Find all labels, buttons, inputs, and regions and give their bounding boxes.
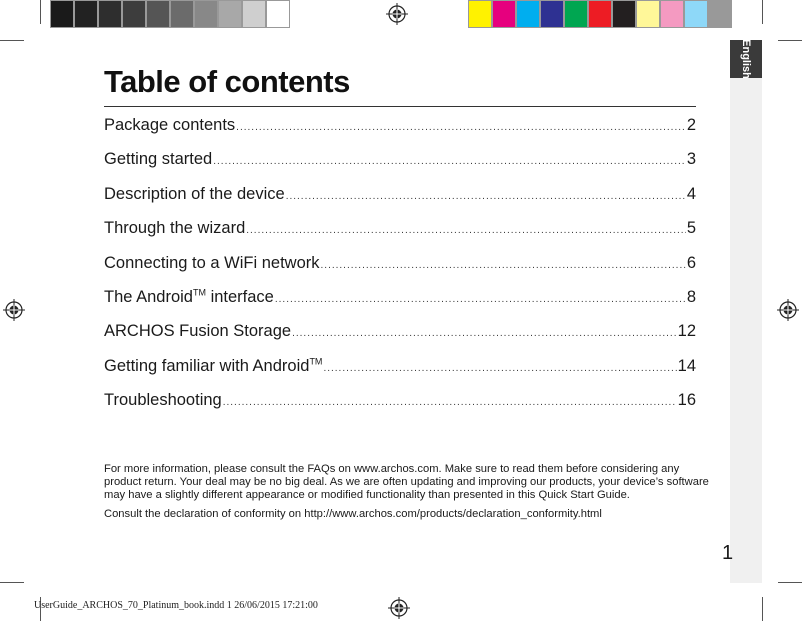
conformity-note: Consult the declaration of conformity on http://www.archos.com/products/declaration_conformity.html: [104, 508, 602, 520]
color-swatch: [194, 0, 218, 28]
color-swatch: [636, 0, 660, 28]
toc-entry-label: Package contents: [104, 116, 236, 134]
toc-entry-page: 8: [686, 287, 696, 306]
color-swatch: [492, 0, 516, 28]
dot-leader: [236, 122, 686, 133]
color-swatch: [660, 0, 684, 28]
page-number: 1: [722, 542, 734, 564]
dot-leader: [223, 397, 677, 408]
crop-mark: [778, 40, 802, 41]
trademark-mark: TM: [309, 356, 323, 367]
color-swatch: [540, 0, 564, 28]
toc-entry-label: Description of the device: [104, 184, 285, 203]
color-swatch: [684, 0, 708, 28]
color-swatch: [468, 0, 492, 28]
color-swatch: [98, 0, 122, 28]
toc-entry[interactable]: [104, 357, 696, 391]
registration-mark-icon: [777, 299, 799, 321]
print-footer: UserGuide_ARCHOS_70_Platinum_book.indd 1 26/06/2015 17:21:00: [34, 600, 318, 611]
toc-entry-page: 3: [686, 150, 696, 169]
dot-leader: [275, 294, 686, 305]
color-swatch: [74, 0, 98, 28]
toc-entry-label: Getting familiar with Android™: [104, 356, 323, 375]
toc-entry[interactable]: [104, 185, 696, 219]
dot-leader: [246, 225, 686, 236]
toc-entry-page: 12: [677, 322, 696, 341]
crop-mark: [762, 0, 763, 24]
color-swatch: [170, 0, 194, 28]
color-swatch: [122, 0, 146, 28]
toc-entry[interactable]: [104, 150, 696, 184]
toc-entry-page: 6: [686, 253, 696, 272]
toc-entry-label: Getting started: [104, 150, 213, 169]
trademark-mark: TM: [192, 287, 206, 298]
toc-entry[interactable]: [104, 288, 696, 322]
crop-mark: [40, 0, 41, 24]
toc-entry-page: 14: [677, 356, 696, 375]
crop-mark: [0, 40, 24, 41]
side-margin-strip: [730, 78, 762, 583]
color-swatch: [612, 0, 636, 28]
color-swatch: [516, 0, 540, 28]
toc-entry-label: Troubleshooting: [104, 391, 222, 410]
table-of-contents: [104, 116, 696, 426]
toc-entry-label: The Android™ interface: [104, 287, 274, 306]
color-swatch: [50, 0, 74, 28]
toc-entry-page: 4: [686, 184, 696, 203]
toc-entry-label: Through the wizard: [104, 219, 246, 238]
page-title: Table of contents: [104, 64, 350, 99]
toc-entry-page: 2: [686, 116, 696, 134]
toc-entry[interactable]: [104, 219, 696, 253]
language-tab: [730, 40, 762, 78]
registration-mark-icon: [3, 299, 25, 321]
registration-mark-icon: [388, 597, 410, 619]
color-swatch: [564, 0, 588, 28]
dot-leader: [213, 156, 686, 167]
color-swatch: [588, 0, 612, 28]
toc-entry[interactable]: [104, 116, 696, 150]
language-tab-label: English: [740, 39, 753, 79]
crop-mark: [762, 597, 763, 621]
color-swatch: [266, 0, 290, 28]
toc-entry-page: 16: [677, 391, 696, 410]
crop-mark: [778, 582, 802, 583]
dot-leader: [286, 191, 686, 202]
gray-calibration-bar: [50, 0, 290, 28]
info-note: For more information, please consult the FAQs on www.archos.com. Make sure to read them before considering any product return. Your deal may be no big deal. As we are often updating and improving our products, your device’s software may have a slightly different appearance or modified functionality than presented in this Quick Start Guide.: [104, 463, 709, 501]
dot-leader: [292, 328, 677, 339]
dot-leader: [323, 363, 676, 374]
registration-mark-icon: [386, 3, 408, 25]
dot-leader: [321, 260, 686, 271]
toc-entry-page: 5: [686, 219, 696, 238]
toc-entry[interactable]: [104, 391, 696, 425]
title-divider: [104, 106, 696, 107]
crop-mark: [0, 582, 24, 583]
toc-entry[interactable]: [104, 254, 696, 288]
toc-entry-label: Connecting to a WiFi network: [104, 253, 320, 272]
color-calibration-bar: [468, 0, 732, 28]
toc-entry-label: ARCHOS Fusion Storage: [104, 322, 292, 341]
color-swatch: [242, 0, 266, 28]
toc-entry[interactable]: [104, 322, 696, 356]
color-swatch: [708, 0, 732, 28]
color-swatch: [146, 0, 170, 28]
color-swatch: [218, 0, 242, 28]
